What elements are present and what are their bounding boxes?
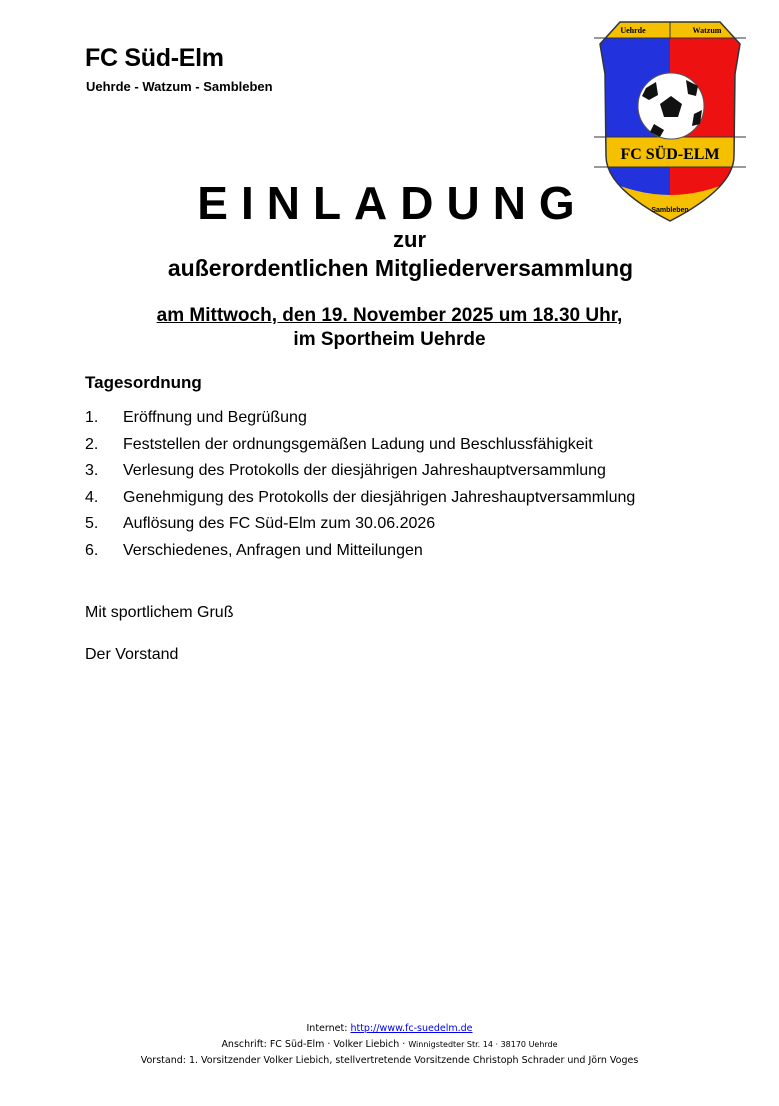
svg-text:Uehrde: Uehrde — [620, 26, 646, 35]
agenda-item-number: 3. — [85, 462, 99, 480]
footer-address — [0, 1039, 779, 1050]
club-name: FC Süd-Elm — [85, 44, 224, 72]
agenda-item-number: 2. — [85, 435, 99, 453]
agenda-item — [85, 488, 635, 515]
agenda-item-number: 1. — [85, 409, 99, 426]
agenda-item-text: Auflösung des FC Süd-Elm zum 30.06.2026 — [123, 515, 436, 533]
footer-board: Vorstand: 1. Vorsitzender Volker Liebich, stellvertretende Vorsitzende Christoph Schrader und Jörn Voges — [140, 1055, 639, 1066]
agenda-item-number: 5. — [85, 515, 99, 533]
agenda-item-text: Feststellen der ordnungsgemäßen Ladung und Beschlussfähigkeit — [123, 435, 593, 453]
agenda-item-text: Verlesung des Protokolls der diesjährigen Jahreshauptversammlung — [123, 462, 606, 480]
agenda-item — [85, 461, 635, 488]
agenda-item — [85, 514, 635, 541]
footer-address-street: Winnigstedter Str. 14 · 38170 Uehrde — [408, 1040, 558, 1049]
svg-text:Watzum: Watzum — [692, 26, 722, 35]
meeting-date: am Mittwoch, den 19. November 2025 um 18.30 Uhr, — [156, 305, 623, 326]
agenda-item-text: Verschiedenes, Anfragen und Mitteilungen — [123, 541, 423, 559]
agenda-item — [85, 435, 635, 462]
agenda-item-text: Genehmigung des Protokolls der diesjährigen Jahreshauptversammlung — [123, 488, 636, 506]
agenda-item — [85, 541, 635, 568]
agenda-item-number: 6. — [85, 541, 99, 559]
closing-signature: Der Vorstand — [85, 646, 179, 663]
club-subtitle: Uehrde - Watzum - Sambleben — [86, 79, 273, 94]
footer-internet-label: Internet: — [306, 1023, 351, 1034]
footer-address-label: Anschrift: FC Süd-Elm · Volker Liebich · — [221, 1039, 409, 1050]
agenda-item — [85, 408, 635, 435]
svg-text:Sambleben: Sambleben — [651, 207, 689, 214]
footer-internet — [0, 1023, 779, 1034]
closing-greeting: Mit sportlichem Gruß — [85, 604, 234, 621]
agenda-item-text: Eröffnung und Begrüßung — [123, 409, 307, 426]
agenda-item-number: 4. — [85, 488, 99, 506]
website-link[interactable]: http://www.fc-suedelm.de — [350, 1023, 473, 1034]
svg-text:FC SÜD-ELM: FC SÜD-ELM — [620, 146, 720, 163]
invitation-zur: zur — [393, 227, 426, 252]
agenda-heading: Tagesordnung — [85, 373, 202, 392]
meeting-place: im Sportheim Uehrde — [293, 329, 486, 350]
invitation-subtitle: außerordentlichen Mitgliederversammlung — [167, 255, 634, 281]
agenda-list — [85, 408, 635, 568]
invitation-title: EINLADUNG — [197, 177, 588, 229]
